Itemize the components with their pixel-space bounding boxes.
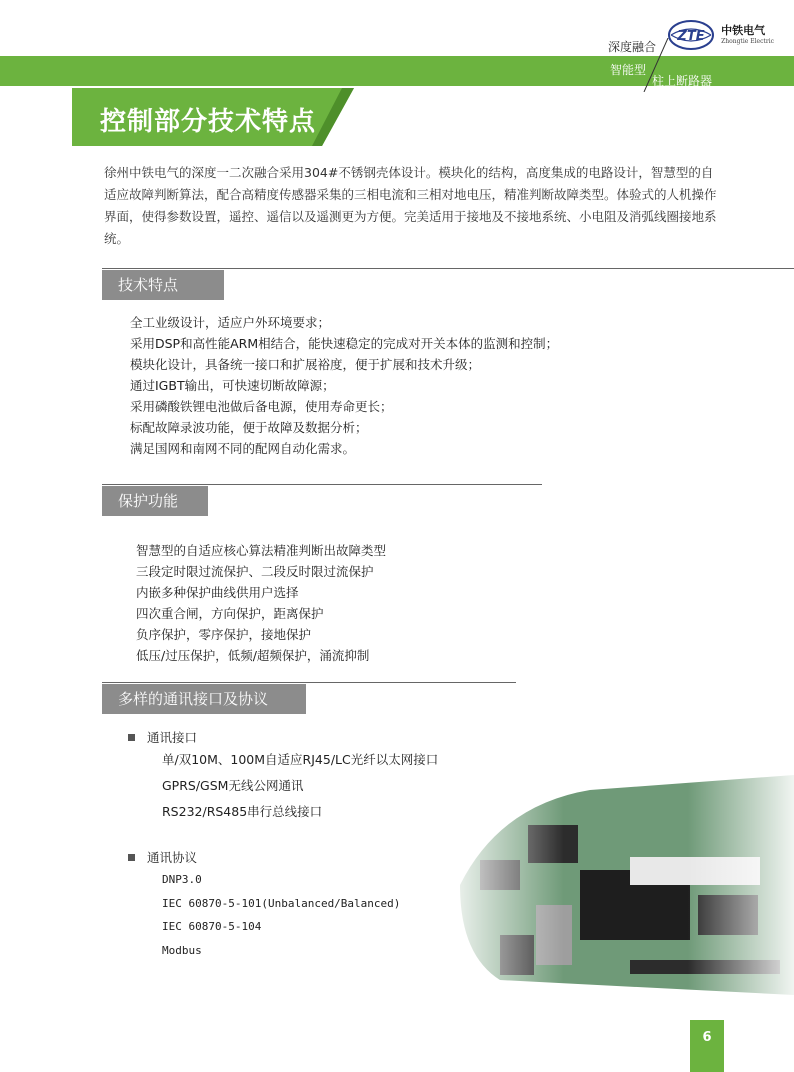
protocol-heading-label: 通讯协议 — [147, 850, 198, 865]
section-divider — [102, 484, 542, 485]
protection-list — [136, 540, 636, 666]
list-item: 四次重合闸，方向保护，距离保护 — [136, 606, 324, 621]
list-item: DNP3.0 — [162, 873, 202, 886]
brand-name: 中铁电气 — [721, 24, 766, 37]
section-tab-tech: 技术特点 — [102, 270, 224, 300]
list-item: 全工业级设计，适应户外环境要求； — [130, 315, 331, 330]
brand-logo — [667, 18, 774, 52]
ztE-logo-icon — [667, 19, 715, 51]
tag-pole-breaker: 柱上断路器 — [652, 74, 713, 88]
list-item: 三段定时限过流保护、二段反时限过流保护 — [136, 564, 374, 579]
list-item: 采用DSP和高性能ARM相结合，能快速稳定的完成对开关本体的监测和控制； — [130, 336, 559, 351]
protocol-list — [162, 868, 462, 962]
circuit-board-image — [440, 765, 794, 1015]
tag-deep-fusion: 深度融合 — [608, 40, 657, 54]
list-item: RS232/RS485串行总线接口 — [162, 804, 323, 819]
intro-paragraph: 徐州中铁电气的深度一二次融合采用304#不锈钢壳体设计。模块化的结构，高度集成的电路设计，智慧型的自适应故障判断算法，配合高精度传感器采集的三相电流和三相对地电压，精准判断故障类型。体验式的人机操作界面，使得参数设置，遥控、遥信以及遥测更为方便。完美适用于接地及不接地系统、小电阻及消弧线圈接地系统。 — [104, 165, 717, 246]
list-item: IEC 60870-5-104 — [162, 920, 262, 933]
list-item: 单/双10M、100M自适应RJ45/LC光纤以太网接口 — [162, 752, 439, 767]
section-tab-comm: 多样的通讯接口及协议 — [102, 684, 306, 714]
list-item: 模块化设计，具备统一接口和扩展裕度，便于扩展和技术升级； — [130, 357, 481, 372]
list-item: 通过IGBT输出，可快速切断故障源； — [130, 378, 335, 393]
list-item: 标配故障录波功能，便于故障及数据分析； — [130, 420, 368, 435]
list-item: 低压/过压保护，低频/超频保护，涌流抑制 — [136, 648, 370, 663]
list-item: 负序保护，零序保护，接地保护 — [136, 627, 312, 642]
protocol-heading — [128, 848, 197, 866]
list-item: GPRS/GSM无线公网通讯 — [162, 778, 304, 793]
square-bullet-icon — [128, 734, 135, 741]
svg-text:ZTE: ZTE — [677, 29, 705, 44]
brand-name-en: Zhongtie Electric — [721, 38, 774, 45]
square-bullet-icon — [128, 854, 135, 861]
tech-feature-list — [130, 312, 730, 459]
list-item: 满足国网和南网不同的配网自动化需求。 — [130, 441, 356, 456]
list-item: IEC 60870-5-101(Unbalanced/Balanced) — [162, 896, 401, 910]
list-item: 智慧型的自适应核心算法精准判断出故障类型 — [136, 543, 387, 558]
section-tab-protection: 保护功能 — [102, 486, 208, 516]
interface-heading-label: 通讯接口 — [147, 730, 198, 745]
list-item: Modbus — [162, 943, 202, 957]
section-divider — [102, 268, 794, 269]
list-item: 内嵌多种保护曲线供用户选择 — [136, 585, 299, 600]
page-number: 6 — [690, 1020, 724, 1072]
interface-heading — [128, 728, 197, 746]
page-title: 控制部分技术特点 — [100, 107, 317, 137]
list-item: 采用磷酸铁锂电池做后备电源，使用寿命更长； — [130, 399, 393, 414]
section-divider — [102, 682, 516, 683]
tag-smart-type: 智能型 — [610, 63, 647, 77]
